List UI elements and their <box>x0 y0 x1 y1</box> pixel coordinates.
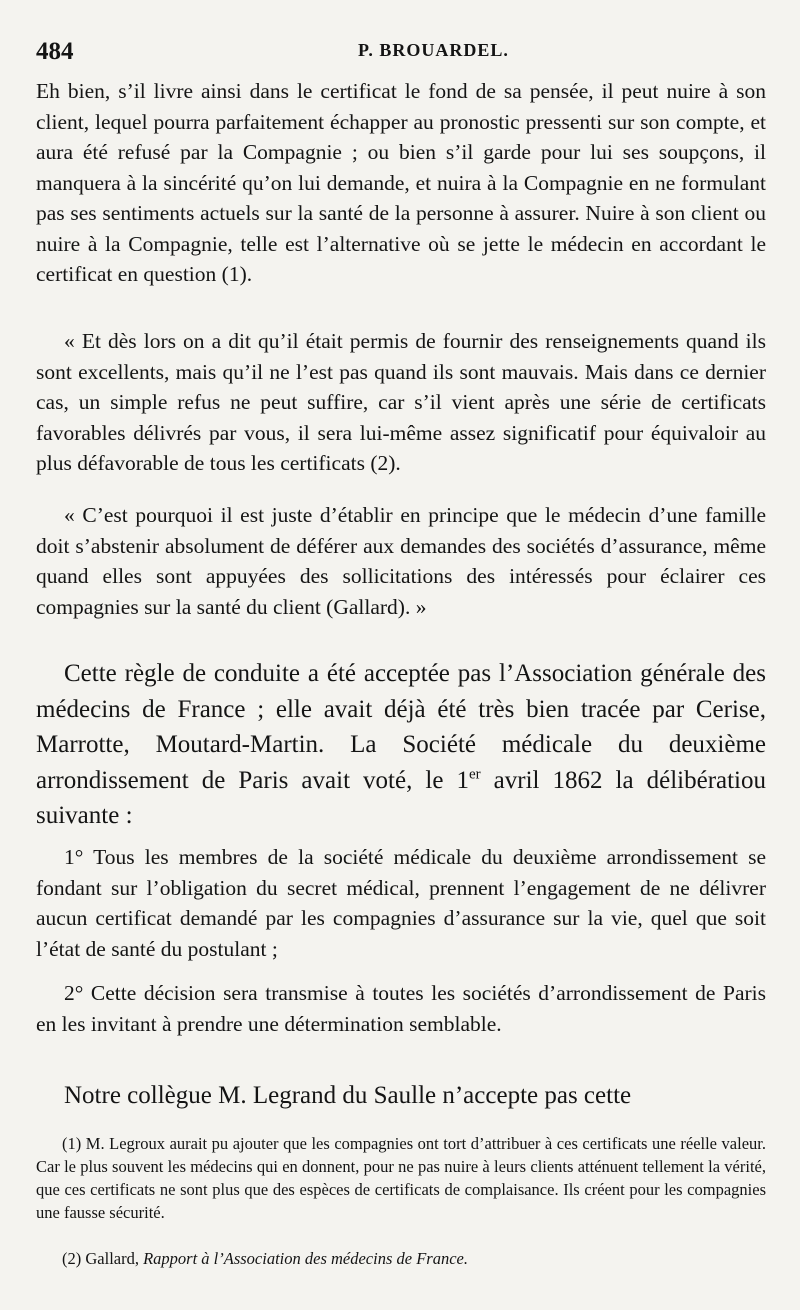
paragraph-quote-gallard: « C’est pourquoi il est juste d’établir en principe que le médecin d’une famille doit s’abstenir absolument de déférer aux demandes des sociétés d’assurance, même quand elles sont appuyées des sollicitations des intéressés pour éclairer ces compagnies sur la santé du client (Gallard). » <box>36 503 766 619</box>
resolution-item-2: 2° Cette décision sera transmise à toutes les sociétés d’arrondissement de Paris en les invitant à prendre une détermination semblable. <box>36 981 766 1036</box>
paragraph-association-text: Cette règle de conduite a été acceptée pas l’Association générale des médecins de France ; elle avait déjà été très bien tracée par Cerise, Marrotte, Moutard-Martin. La Société médicale du deuxième arrondissement de Paris avait voté, le <box>36 660 766 794</box>
date-day-suffix: er <box>468 766 481 783</box>
paragraph-quote-renseignements: « Et dès lors on a dit qu’il était permis de fournir des renseignements quand ils sont excellents, mais qu’il ne l’est pas quand ils sont mauvais. Mais dans ce dernier cas, un simple refus ne peut suffire, car s’il vient après une série de certificats favorables délivrés par vous, il sera lui-même assez significatif pour équivaloir au plus défavorable de tous les certificats (2). <box>36 329 766 475</box>
footnote-2-title: Rapport à l’Association des médecins de France. <box>143 1249 468 1268</box>
date-rest: avril 1862 la délibératiou suivante : <box>36 766 767 829</box>
page-header <box>36 30 766 66</box>
paragraph-continuation: Eh bien, s’il livre ainsi dans le certificat le fond de sa pensée, il peut nuire à son client, lequel pourra parfaitement échapper au pronostic pressenti sur son compte, et aura été refusé par la Compagnie ; ou bien s’il garde pour lui ses soupçons, il manquera à la sincérité qu’on lui demande, et nuira à la Compagnie en ne formulant pas ses sentiments actuels sur la santé de la personne à assurer. Nuire à son client ou nuire à la Compagnie, telle est l’alternative où se jette le médecin en accordant le certificat en question (1). <box>36 79 766 286</box>
footnote-2-prefix: (2) Gallard, <box>62 1249 144 1268</box>
resolution-item-1: 1° Tous les membres de la société médicale du deuxième arrondissement se fondant sur l’obligation du secret médical, prennent l’engagement de ne délivrer aucun certificat demandé par les compagnies d’assurance sur la vie, quel que soit l’état de santé du postulant ; <box>36 845 766 961</box>
footnotes-separator <box>36 1128 766 1129</box>
running-head: P. BROUARDEL. <box>358 40 509 60</box>
paragraph-legrand: Notre collègue M. Legrand du Saulle n’accepte pas cette <box>64 1082 632 1109</box>
footnote-1: (1) M. Legroux aurait pu ajouter que les compagnies ont tort d’attribuer à ces certificats une réelle valeur. Car le plus souvent les médecins qui en donnent, pour ne pas nuire à leurs clients atténuent tellement la vérité, que ces certificats ne sont plus que des espèces de certificats de complaisance. Ils créent pour les compagnies une fausse sécurité. <box>36 1134 766 1222</box>
paragraph-association <box>36 656 766 834</box>
page-number: 484 <box>36 38 74 65</box>
date-day: 1 <box>456 766 469 794</box>
footnote-2 <box>36 1247 766 1270</box>
